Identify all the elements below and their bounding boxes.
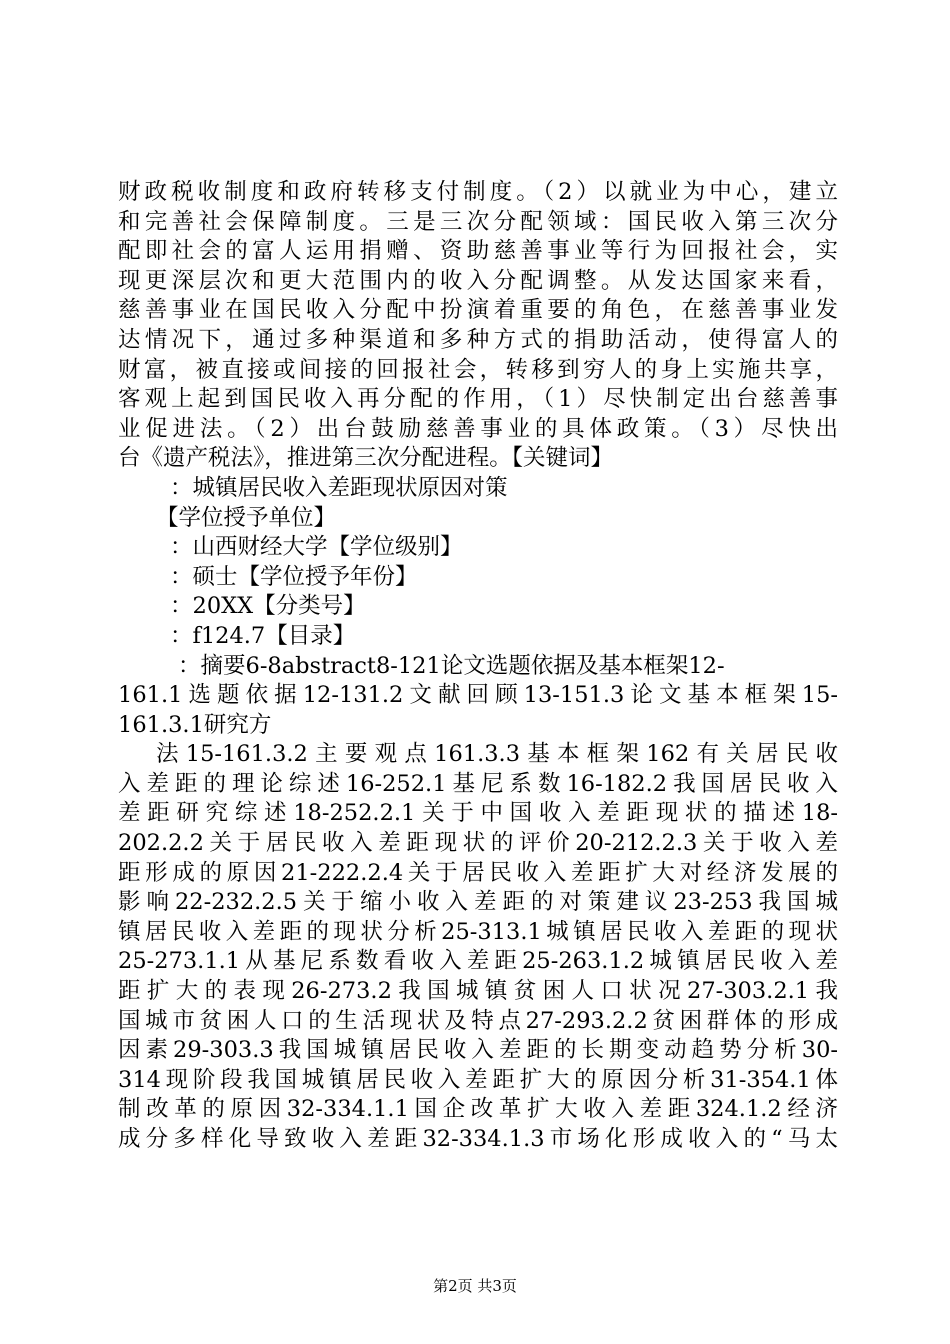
toc-line: 法15-161.3.2主要观点161.3.3基本框架162有关居民收 [156,741,838,768]
toc-line: 因素29-303.3我国城镇居民收入差距的长期变动趋势分析30- [118,1037,838,1064]
text-line: 财政税收制度和政府转移支付制度。（2）以就业为中心，建立 [118,179,838,205]
toc-line: 距形成的原因21-222.2.4关于居民收入差距扩大对经济发展的 [118,859,838,886]
text-line: 配即社会的富人运用捐赠、资助慈善事业等行为回报社会，实 [118,238,838,265]
classification-value: ：f124.7【目录】 [170,622,356,649]
toc-line: 161.1选题依据12-131.2文献回顾13-151.3论文基本框架15- [118,682,838,709]
degree-year-value: ：20XX【分类号】 [170,593,366,620]
page-footer: 第2页 共3页 [433,1277,517,1295]
text-line: 客观上起到国民收入再分配的作用，（1）尽快制定出台慈善事 [118,386,838,413]
toc-line: 国城市贫困人口的生活现状及特点27-293.2.2贫困群体的形成 [118,1007,838,1034]
toc-line: 入差距的理论综述16-252.1基尼系数16-182.2我国居民收入 [118,770,838,797]
toc-line: 161.3.1研究方 [118,711,272,738]
toc-line: 314现阶段我国城镇居民收入差距扩大的原因分析31-354.1体 [118,1066,838,1093]
degree-unit-label: 【学位授予单位】 [156,504,337,531]
text-line: 台《遗产税法》，推进第三次分配进程。【关键词】 [118,445,614,472]
toc-line: ：摘要6-8abstract8-121论文选题依据及基本框架12- [178,652,725,679]
toc-line: 成分多样化导致收入差距32-334.1.3市场化形成收入的“马太 [118,1126,838,1152]
toc-line: 影响22-232.2.5关于缩小收入差距的对策建议23-253我国城 [118,889,838,916]
keywords-value: ：城镇居民收入差距现状原因对策 [170,474,508,501]
toc-line: 距扩大的表现26-273.2我国城镇贫困人口状况27-303.2.1我 [118,978,838,1005]
degree-unit-value: ：山西财经大学【学位级别】 [170,534,463,561]
degree-level-value: ：硕士【学位授予年份】 [170,563,418,590]
toc-line: 25-273.1.1从基尼系数看收入差距25-263.1.2城镇居民收入差 [118,948,838,975]
text-line: 财富，被直接或间接的回报社会，转移到穷人的身上实施共享， [118,356,838,383]
toc-line: 202.2.2关于居民收入差距现状的评价20-212.2.3关于收入差 [118,830,838,857]
text-line: 业促进法。（2）出台鼓励慈善事业的具体政策。（3）尽快出 [118,415,838,442]
text-line: 慈善事业在国民收入分配中扮演着重要的角色，在慈善事业发 [118,297,838,324]
document-body [118,178,838,1155]
toc-line: 制改革的原因32-334.1.1国企改革扩大收入差距324.1.2经济 [118,1096,838,1123]
text-line: 和完善社会保障制度。三是三次分配领域：国民收入第三次分 [118,208,838,235]
text-line: 达情况下，通过多种渠道和多种方式的捐助活动，使得富人的 [118,326,838,353]
toc-line: 镇居民收入差距的现状分析25-313.1城镇居民收入差距的现状 [118,918,838,945]
text-line: 现更深层次和更大范围内的收入分配调整。从发达国家来看， [118,267,838,294]
toc-line: 差距研究综述18-252.2.1关于中国收入差距现状的描述18- [118,800,838,827]
